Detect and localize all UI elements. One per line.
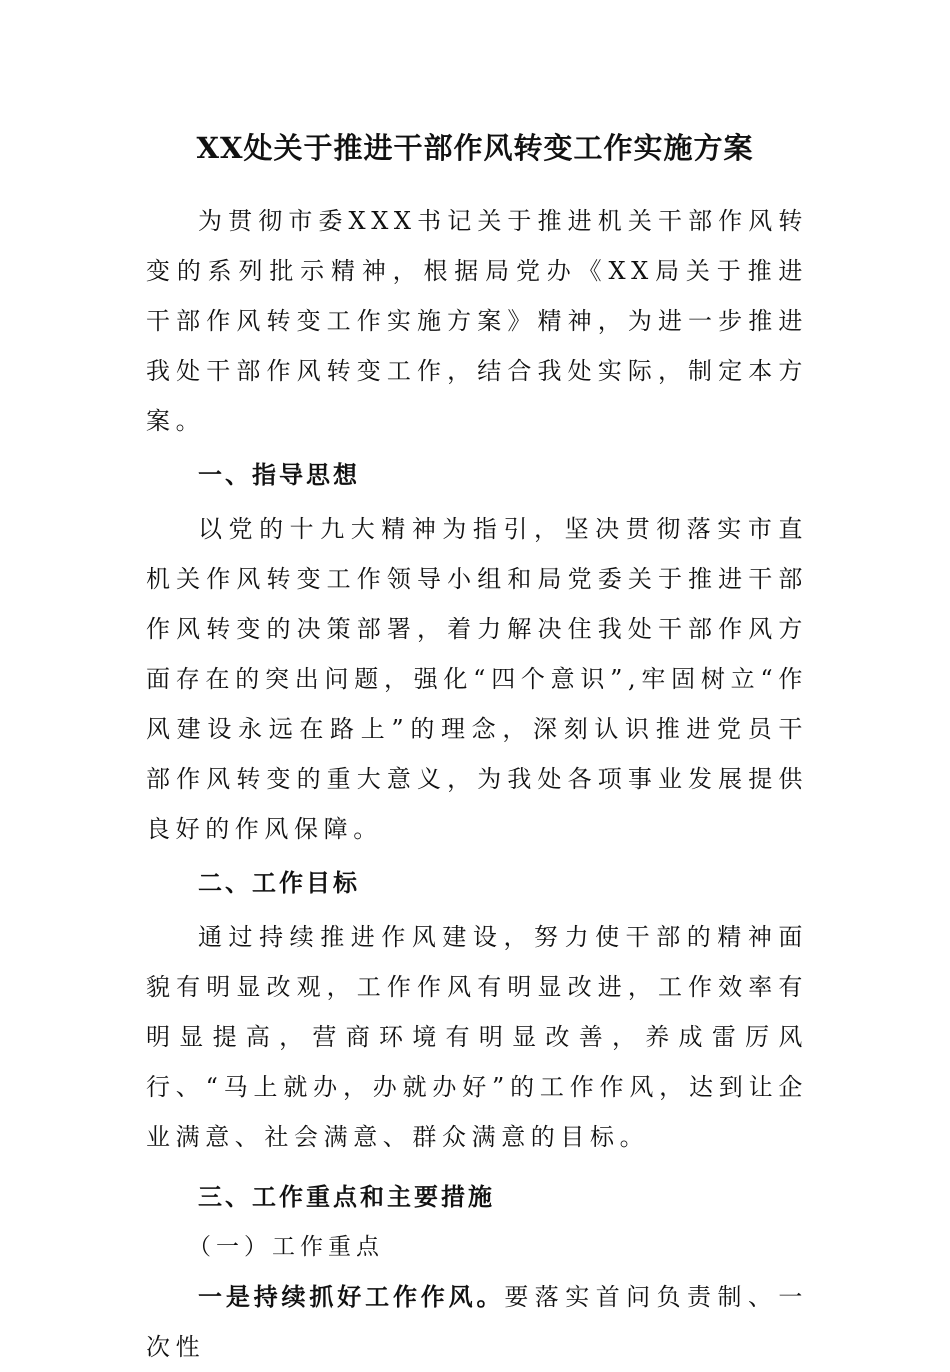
work-focus-item-1-text: 要落实首问负责制、一次性 [146,1283,809,1361]
subsection-heading-work-focus: （一）工作重点 [188,1234,384,1260]
work-focus-item-1-lead: 一是持续抓好工作作风。 [198,1283,505,1311]
section-heading-work-goals: 二、工作目标 [198,869,360,897]
document-title: XX处关于推进干部作风转变工作实施方案 [196,131,754,165]
document-body [146,196,808,1372]
intro-paragraph: 为贯彻市委XXX书记关于推进机关干部作风转变的系列批示精神，根据局党办《XX局关于推进干部作风转变工作实施方案》精神，为进一步推进我处干部作风转变工作，结合我处实际，制定本方案。 [146,207,808,435]
section-body-work-goals: 通过持续推进作风建设，努力使干部的精神面貌有明显改观，工作作风有明显改进，工作效率有明显提高，营商环境有明显改善，养成雷厉风行、“马上就办，办就办好”的工作作风，达到让企业满意、社会满意、群众满意的目标。 [146,923,808,1151]
section-body-guiding-ideology: 以党的十九大精神为指引，坚决贯彻落实市直机关作风转变工作领导小组和局党委关于推进干部作风转变的决策部署，着力解决住我处干部作风方面存在的突出问题，强化“四个意识”,牢固树立“作风建设永远在路上”的理念，深刻认识推进党员干部作风转变的重大意义，为我处各项事业发展提供良好的作风保障。 [146,515,808,843]
section-heading-guiding-ideology: 一、指导思想 [198,461,360,489]
spacer [146,1162,808,1172]
section-heading-key-measures: 三、工作重点和主要措施 [198,1183,495,1211]
work-focus-item-1 [146,1272,808,1372]
